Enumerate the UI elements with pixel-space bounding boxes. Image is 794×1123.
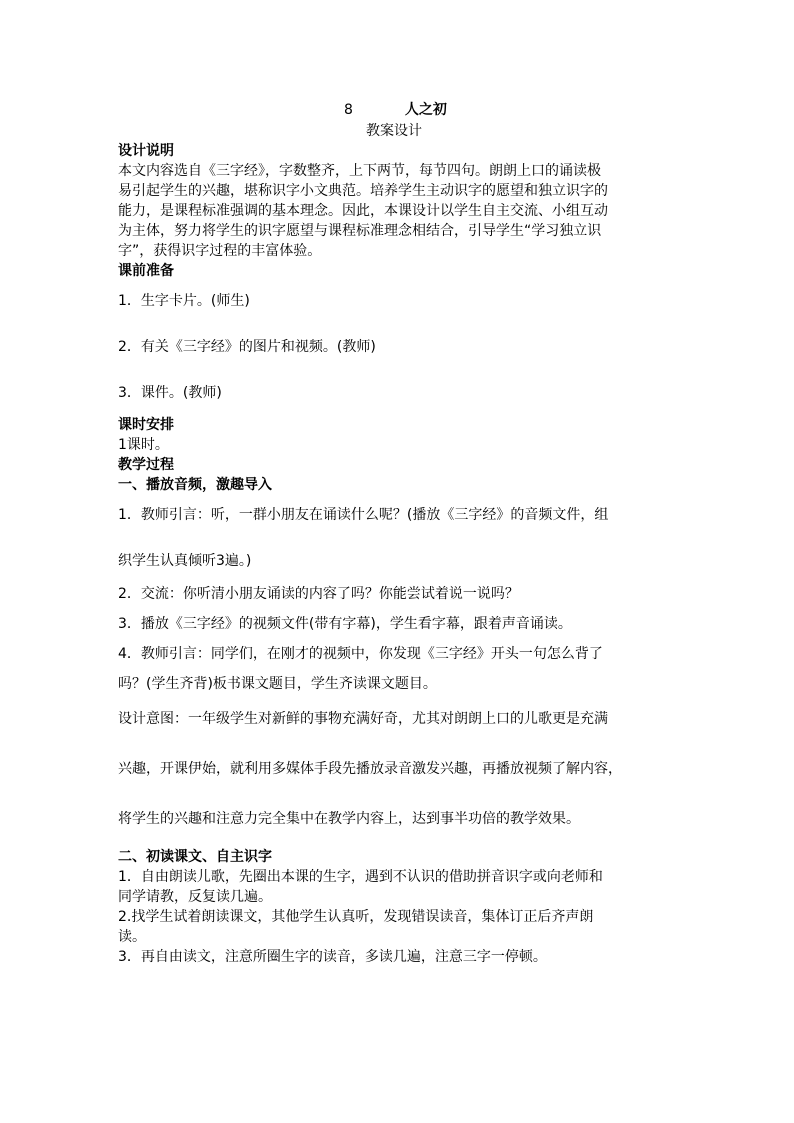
process-heading: 教学过程 [118,457,174,473]
lesson-subtitle: 教案设计 [366,123,422,139]
prep-item: 3．课件。(教师) [118,385,222,401]
section1-item4: 4．教师引言：同学们，在刚才的视频中，你发现《三字经》开头一句怎么背了 [118,646,603,662]
section2-item2: 2.找学生试着朗读课文，其他学生认真听，发现错误读音，集体订正后齐声朗 [118,909,594,925]
section2-item1-cont: 同学请教，反复读几遍。 [118,889,272,905]
design-note-line: 易引起学生的兴趣，堪称识字小文典范。培养学生主动识字的愿望和独立识字的 [118,183,608,199]
section2-item1: 1．自由朗读儿歌，先圈出本课的生字，遇到不认识的借助拼音识字或向老师和 [118,869,603,885]
section1-item3: 3．播放《三字经》的视频文件(带有字幕)，学生看字幕，跟着声音诵读。 [118,616,572,632]
design-note-line: 能力，是课程标准强调的基本理念。因此，本课设计以学生自主交流、小组互动 [118,203,608,219]
design-intent-cont: 将学生的兴趣和注意力完全集中在教学内容上，达到事半功倍的教学效果。 [118,811,580,827]
design-note-line: 字”，获得识字过程的丰富体验。 [118,243,322,259]
section2-item2-cont: 读。 [118,929,146,945]
prep-item: 2．有关《三字经》的图片和视频。(教师) [118,339,376,355]
schedule-heading: 课时安排 [118,417,174,433]
section2-item3: 3．再自由读文，注意所圈生字的读音，多读几遍，注意三字一停顿。 [118,949,547,965]
section1-item1-cont: 织学生认真倾听3遍。) [118,553,252,569]
section1-item4-cont: 吗？(学生齐背)板书课文题目，学生齐读课文题目。 [118,676,437,692]
prep-item: 1．生字卡片。(师生) [118,293,250,309]
design-note-line: 为主体，努力将学生的识字愿望与课程标准理念相结合，引导学生“学习独立识 [118,223,602,239]
design-note-heading: 设计说明 [118,143,174,159]
section1-heading: 一、播放音频，激趣导入 [118,477,272,493]
schedule-text: 1课时。 [118,437,169,453]
document-body [118,141,678,967]
design-note-line: 本文内容选自《三字经》，字数整齐，上下两节，每节四句。朗朗上口的诵读极 [118,163,601,179]
section1-item2: 2．交流：你听清小朋友诵读的内容了吗？你能尝试着说一说吗？ [118,586,519,602]
design-intent-cont: 兴趣，开课伊始，就利用多媒体手段先播放录音激发兴趣，再播放视频了解内容， [118,761,622,777]
prep-heading: 课前准备 [118,263,174,279]
section1-item1: 1．教师引言：听，一群小朋友在诵读什么呢？(播放《三字经》的音频文件，组 [118,507,609,523]
lesson-title: 人之初 [404,102,447,118]
design-intent: 设计意图：一年级学生对新鲜的事物充满好奇，尤其对朗朗上口的儿歌更是充满 [118,711,608,727]
lesson-number: 8 [344,102,353,118]
lesson-title-line [344,99,544,119]
section2-heading: 二、初读课文、自主识字 [118,849,272,865]
